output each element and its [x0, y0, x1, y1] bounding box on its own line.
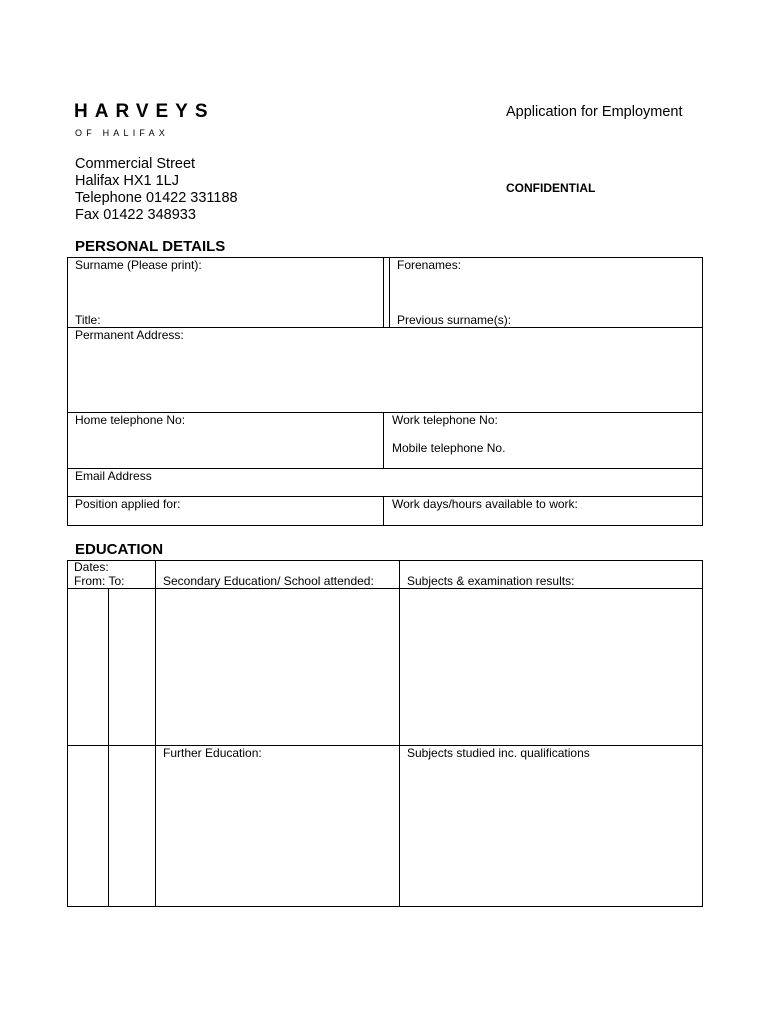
table-border	[67, 560, 68, 907]
table-border	[67, 906, 703, 907]
position-applied-field[interactable]: Position applied for:	[75, 497, 181, 511]
table-border	[389, 257, 390, 328]
subjects-results-field[interactable]: Subjects & examination results:	[407, 574, 575, 588]
company-logo-name: HARVEYS	[74, 101, 215, 122]
address-line-telephone: Telephone 01422 331188	[75, 190, 238, 206]
from-to-header: From: To:	[74, 574, 125, 588]
address-line-fax: Fax 01422 348933	[75, 207, 196, 223]
mobile-telephone-field[interactable]: Mobile telephone No.	[392, 441, 506, 455]
table-border	[67, 560, 703, 561]
surname-field[interactable]: Surname (Please print):	[75, 258, 202, 272]
previous-surnames-field[interactable]: Previous surname(s):	[397, 313, 512, 327]
table-border	[108, 588, 109, 907]
personal-details-heading: PERSONAL DETAILS	[75, 238, 226, 255]
forenames-field[interactable]: Forenames:	[397, 258, 462, 272]
table-border	[67, 588, 703, 589]
home-telephone-field[interactable]: Home telephone No:	[75, 413, 186, 427]
further-education-field[interactable]: Further Education:	[163, 746, 262, 760]
table-border	[399, 560, 400, 907]
table-border	[702, 560, 703, 907]
form-title: Application for Employment	[506, 104, 683, 120]
title-field[interactable]: Title:	[75, 313, 101, 327]
work-telephone-field[interactable]: Work telephone No:	[392, 413, 498, 427]
table-border	[67, 257, 68, 526]
work-days-hours-field[interactable]: Work days/hours available to work:	[392, 497, 578, 511]
table-border	[383, 412, 384, 469]
secondary-education-field[interactable]: Secondary Education/ School attended:	[163, 574, 374, 588]
table-border	[155, 560, 156, 907]
company-logo-subtitle: OF HALIFAX	[75, 128, 170, 138]
address-line-street: Commercial Street	[75, 156, 196, 172]
table-border	[67, 468, 703, 469]
table-border	[383, 496, 384, 526]
address-line-town: Halifax HX1 1LJ	[75, 173, 179, 189]
subjects-studied-field[interactable]: Subjects studied inc. qualifications	[407, 746, 590, 760]
table-border	[702, 257, 703, 526]
dates-header: Dates:	[74, 560, 109, 574]
confidential-label: CONFIDENTIAL	[506, 181, 596, 195]
email-address-field[interactable]: Email Address	[75, 469, 152, 483]
table-border	[67, 525, 703, 526]
education-heading: EDUCATION	[75, 541, 164, 558]
table-border	[383, 257, 384, 328]
permanent-address-field[interactable]: Permanent Address:	[75, 328, 184, 342]
